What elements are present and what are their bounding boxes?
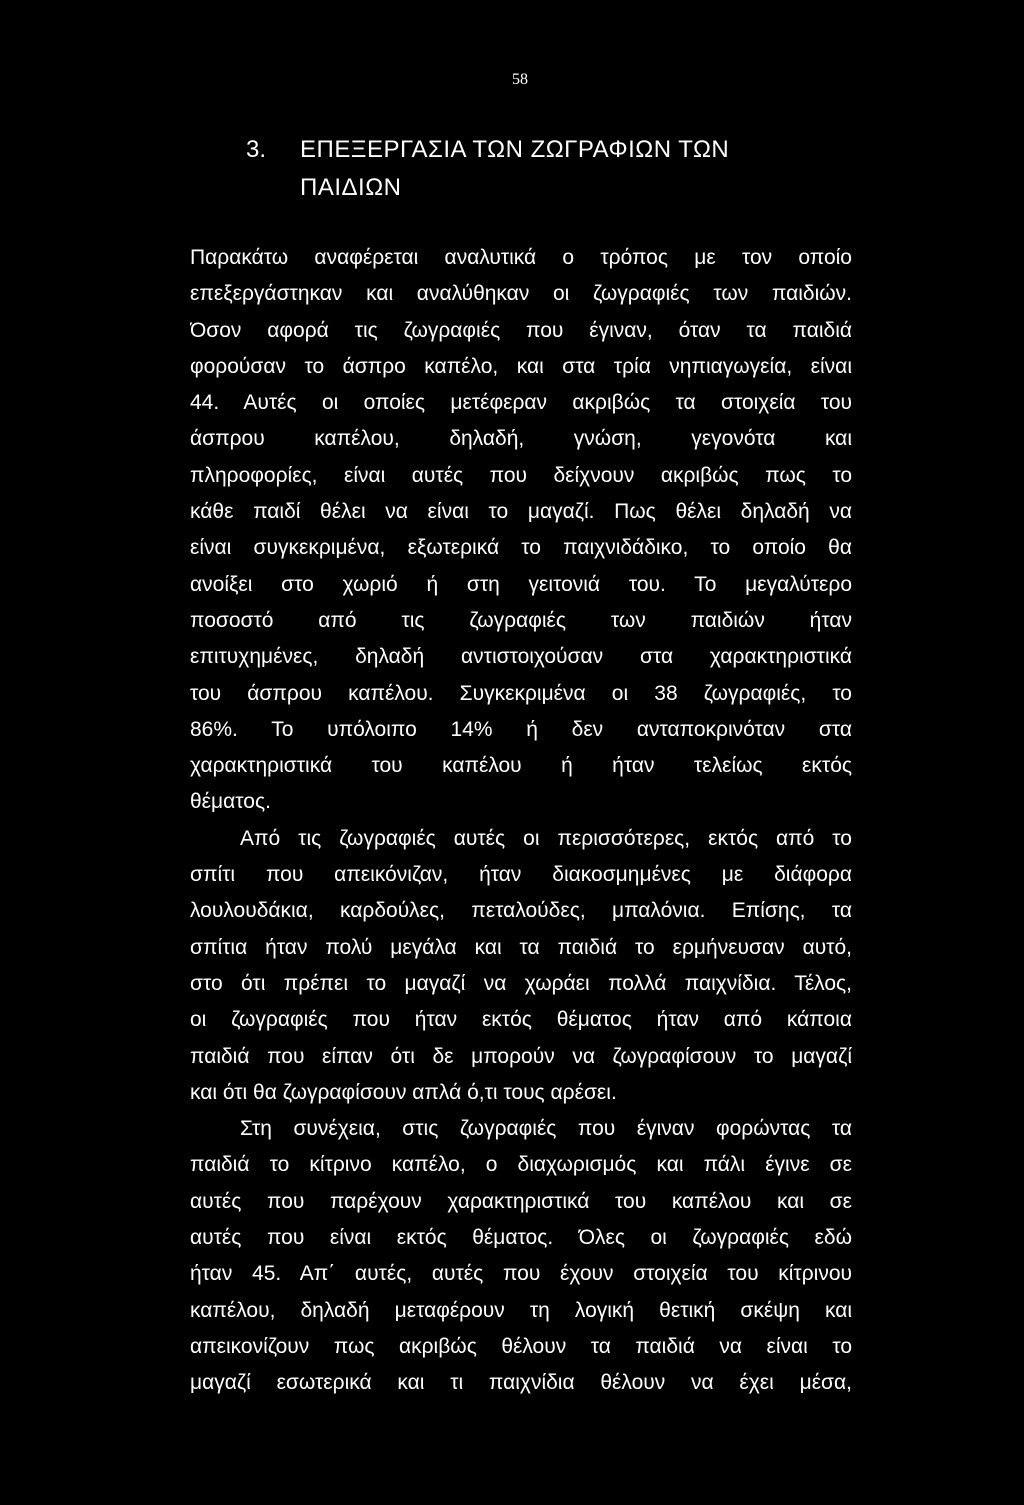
text-line: παιδιά που είπαν ότι δε μπορούν να ζωγραφίσουν το μαγαζί — [190, 1044, 852, 1068]
section-heading — [300, 131, 729, 207]
text-line: και ότι θα ζωγραφίσουν απλά ό,τι τους αρέσει. — [190, 1080, 617, 1104]
text-line: κάθε παιδί θέλει να είναι το μαγαζί. Πως θέλει δηλαδή να — [190, 500, 852, 524]
text-line: σπίτια ήταν πολύ μεγάλα και τα παιδιά το ερμήνευσαν αυτό, — [190, 935, 852, 959]
text-line: λουλουδάκια, καρδούλες, πεταλούδες, μπαλόνια. Επίσης, τα — [190, 899, 852, 923]
text-line: στο ότι πρέπει το μαγαζί να χωράει πολλά παιχνίδια. Τέλος, — [190, 971, 852, 995]
body-text — [190, 240, 852, 1402]
section-heading-line: ΠΑΙΔΙΩΝ — [300, 174, 402, 201]
text-line: είναι συγκεκριμένα, εξωτερικά το παιχνιδάδικο, το οποίο θα — [190, 536, 852, 560]
text-line: ανοίξει στο χωριό ή στη γειτονιά του. Το μεγαλύτερο — [190, 572, 852, 596]
text-line: πληροφορίες, είναι αυτές που δείχνουν ακριβώς πως το — [190, 463, 852, 487]
text-line: Όσον αφορά τις ζωγραφιές που έγιναν, όταν τα παιδιά — [190, 318, 852, 342]
paragraph — [190, 1111, 852, 1401]
paragraph — [190, 821, 852, 1111]
text-line: σπίτι που απεικόνιζαν, ήταν διακοσμημένες με διάφορα — [190, 863, 852, 887]
text-line: άσπρου καπέλου, δηλαδή, γνώση, γεγονότα και — [190, 427, 852, 451]
text-line: ήταν 45. Απ΄ αυτές, αυτές που έχουν στοιχεία του κίτρινου — [190, 1262, 852, 1286]
text-line: Παρακάτω αναφέρεται αναλυτικά ο τρόπος με τον οποίο — [190, 246, 852, 269]
text-line: 44. Αυτές οι οποίες μετέφεραν ακριβώς τα στοιχεία του — [190, 391, 852, 415]
text-line: ποσοστό από τις ζωγραφιές των παιδιών ήταν — [190, 608, 852, 632]
text-line: αυτές που είναι εκτός θέματος. Όλες οι ζωγραφιές εδώ — [190, 1226, 852, 1250]
text-line: οι ζωγραφιές που ήταν εκτός θέματος ήταν από κάποια — [190, 1008, 852, 1032]
text-line: αυτές που παρέχουν χαρακτηριστικά του καπέλου και σε — [190, 1189, 852, 1213]
page-number: 58 — [512, 71, 528, 88]
text-line: επεξεργάστηκαν και αναλύθηκαν οι ζωγραφιές των παιδιών. — [190, 282, 852, 306]
text-line: απεικονίζουν πως ακριβώς θέλουν τα παιδιά να είναι το — [190, 1334, 852, 1358]
paragraph — [190, 240, 852, 821]
text-line: μαγαζί εσωτερικά και τι παιχνίδια θέλουν να έχει μέσα, — [190, 1371, 852, 1395]
text-line: Από τις ζωγραφιές αυτές οι περισσότερες, εκτός από το — [240, 826, 852, 850]
text-line: 86%. Το υπόλοιπο 14% ή δεν ανταποκρινόταν στα — [190, 717, 852, 741]
text-line: παιδιά το κίτρινο καπέλο, ο διαχωρισμός και πάλι έγινε σε — [190, 1153, 852, 1177]
text-line: θέματος. — [190, 790, 271, 814]
text-line: επιτυχημένες, δηλαδή αντιστοιχούσαν στα χαρακτηριστικά — [190, 645, 852, 669]
text-line: Στη συνέχεια, στις ζωγραφιές που έγιναν φορώντας τα — [240, 1117, 852, 1141]
section-number: 3. — [246, 136, 267, 163]
text-line: φορούσαν το άσπρο καπέλο, και στα τρία νηπιαγωγεία, είναι — [190, 354, 852, 378]
text-line: του άσπρου καπέλου. Συγκεκριμένα οι 38 ζωγραφιές, το — [190, 681, 852, 705]
text-line: καπέλου, δηλαδή μεταφέρουν τη λογική θετική σκέψη και — [190, 1298, 852, 1322]
text-line: χαρακτηριστικά του καπέλου ή ήταν τελείως εκτός — [190, 754, 852, 778]
section-heading-line: ΕΠΕΞΕΡΓΑΣΙΑ ΤΩΝ ΖΩΓΡΑΦΙΩΝ ΤΩΝ — [300, 136, 730, 163]
